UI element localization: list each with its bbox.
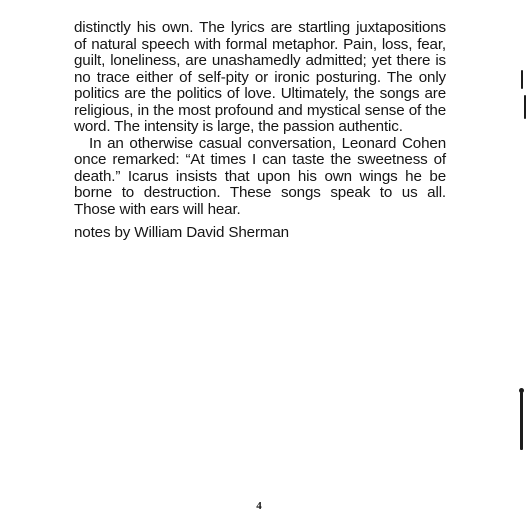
page-number: 4 xyxy=(256,500,262,512)
scan-edge-mark xyxy=(521,70,523,89)
notes-credit: notes by William David Sherman xyxy=(74,224,289,241)
paragraph-cohen-quote: In an otherwise casual conversation, Leonard Cohen once remarked: “At times I can taste the sweetness of death.” Icarus insists that upon his own wings he be borne to destruction. These songs speak to us all. Those with ears will hear. xyxy=(74,134,446,218)
paragraph-continued: distinctly his own. The lyrics are startling juxtapositions of natural speech with formal metaphor. Pain, loss, fear, guilt, loneliness, are unashamedly admitted; yet there is no trace either of self-pity or ironic posturing. The only politics are the politics of love. Ultimately, the songs are religious, in the most profound and mystical sense of the word. The intensity is large, the passion authentic. xyxy=(74,19,446,135)
liner-notes-text xyxy=(74,20,446,242)
scan-edge-mark xyxy=(524,95,526,119)
scan-edge-mark xyxy=(520,392,523,450)
